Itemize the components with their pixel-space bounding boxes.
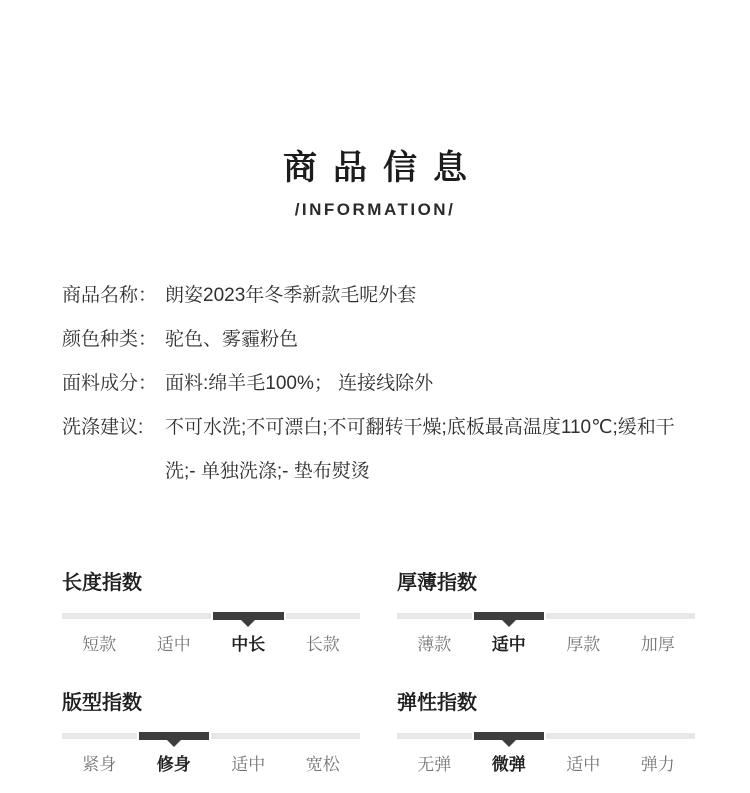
index-options — [397, 633, 695, 657]
info-label: 洗涤建议: — [62, 417, 144, 438]
index-title: 长度指数 — [62, 572, 142, 594]
index-option: 适中 — [491, 635, 526, 654]
index-title: 厚薄指数 — [397, 572, 477, 594]
info-label: 颜色种类： — [62, 329, 158, 350]
index-option: 厚款 — [566, 635, 601, 654]
index-option: 宽松 — [305, 755, 340, 774]
index-option: 适中 — [231, 755, 266, 774]
info-label: 商品名称： — [62, 285, 158, 306]
index-selection-marker — [139, 732, 210, 740]
index-scale-track — [62, 733, 360, 739]
info-row-fabric — [62, 362, 692, 406]
index-options — [397, 753, 695, 777]
page-title: 商品信息 — [283, 149, 483, 187]
info-row-washing — [62, 406, 692, 494]
index-option: 短款 — [82, 635, 117, 654]
info-row-colors — [62, 318, 692, 362]
info-row-product-name — [62, 274, 692, 318]
info-value: 不可水洗;不可漂白;不可翻转干燥;底板最高温度110℃;缓和干洗;- 单独洗涤;- 垫布熨烫 — [165, 417, 675, 482]
index-option: 修身 — [156, 755, 191, 774]
index-section-elasticity — [397, 690, 695, 777]
index-scale-track — [62, 613, 360, 619]
index-option: 适中 — [156, 635, 191, 654]
index-option: 适中 — [566, 755, 601, 774]
index-options — [62, 753, 360, 777]
index-option: 薄款 — [417, 635, 452, 654]
indices-grid — [62, 570, 695, 777]
page-header — [0, 0, 750, 221]
index-option: 中长 — [231, 635, 266, 654]
index-option: 弹力 — [640, 755, 675, 774]
index-selection-marker — [474, 612, 545, 620]
info-value: 朗姿2023年冬季新款毛呢外套 — [165, 285, 417, 306]
info-value: 驼色、雾霾粉色 — [165, 329, 299, 350]
index-title: 版型指数 — [62, 692, 142, 714]
index-scale-track — [397, 613, 695, 619]
info-label: 面料成分： — [62, 373, 158, 394]
info-value: 面料:绵羊毛100%； 连接线除外 — [165, 373, 434, 394]
index-option: 微弹 — [491, 755, 526, 774]
product-info-list — [62, 274, 692, 494]
index-options — [62, 633, 360, 657]
index-selection-marker — [213, 612, 284, 620]
index-selection-marker — [474, 732, 545, 740]
index-section-length — [62, 570, 360, 657]
index-section-fit — [62, 690, 360, 777]
index-title: 弹性指数 — [397, 692, 477, 714]
index-option: 无弹 — [417, 755, 452, 774]
index-scale-track — [397, 733, 695, 739]
index-option: 紧身 — [82, 755, 117, 774]
index-option: 加厚 — [640, 635, 675, 654]
page-subtitle: /INFORMATION/ — [294, 200, 456, 219]
index-section-thickness — [397, 570, 695, 657]
index-option: 长款 — [305, 635, 340, 654]
